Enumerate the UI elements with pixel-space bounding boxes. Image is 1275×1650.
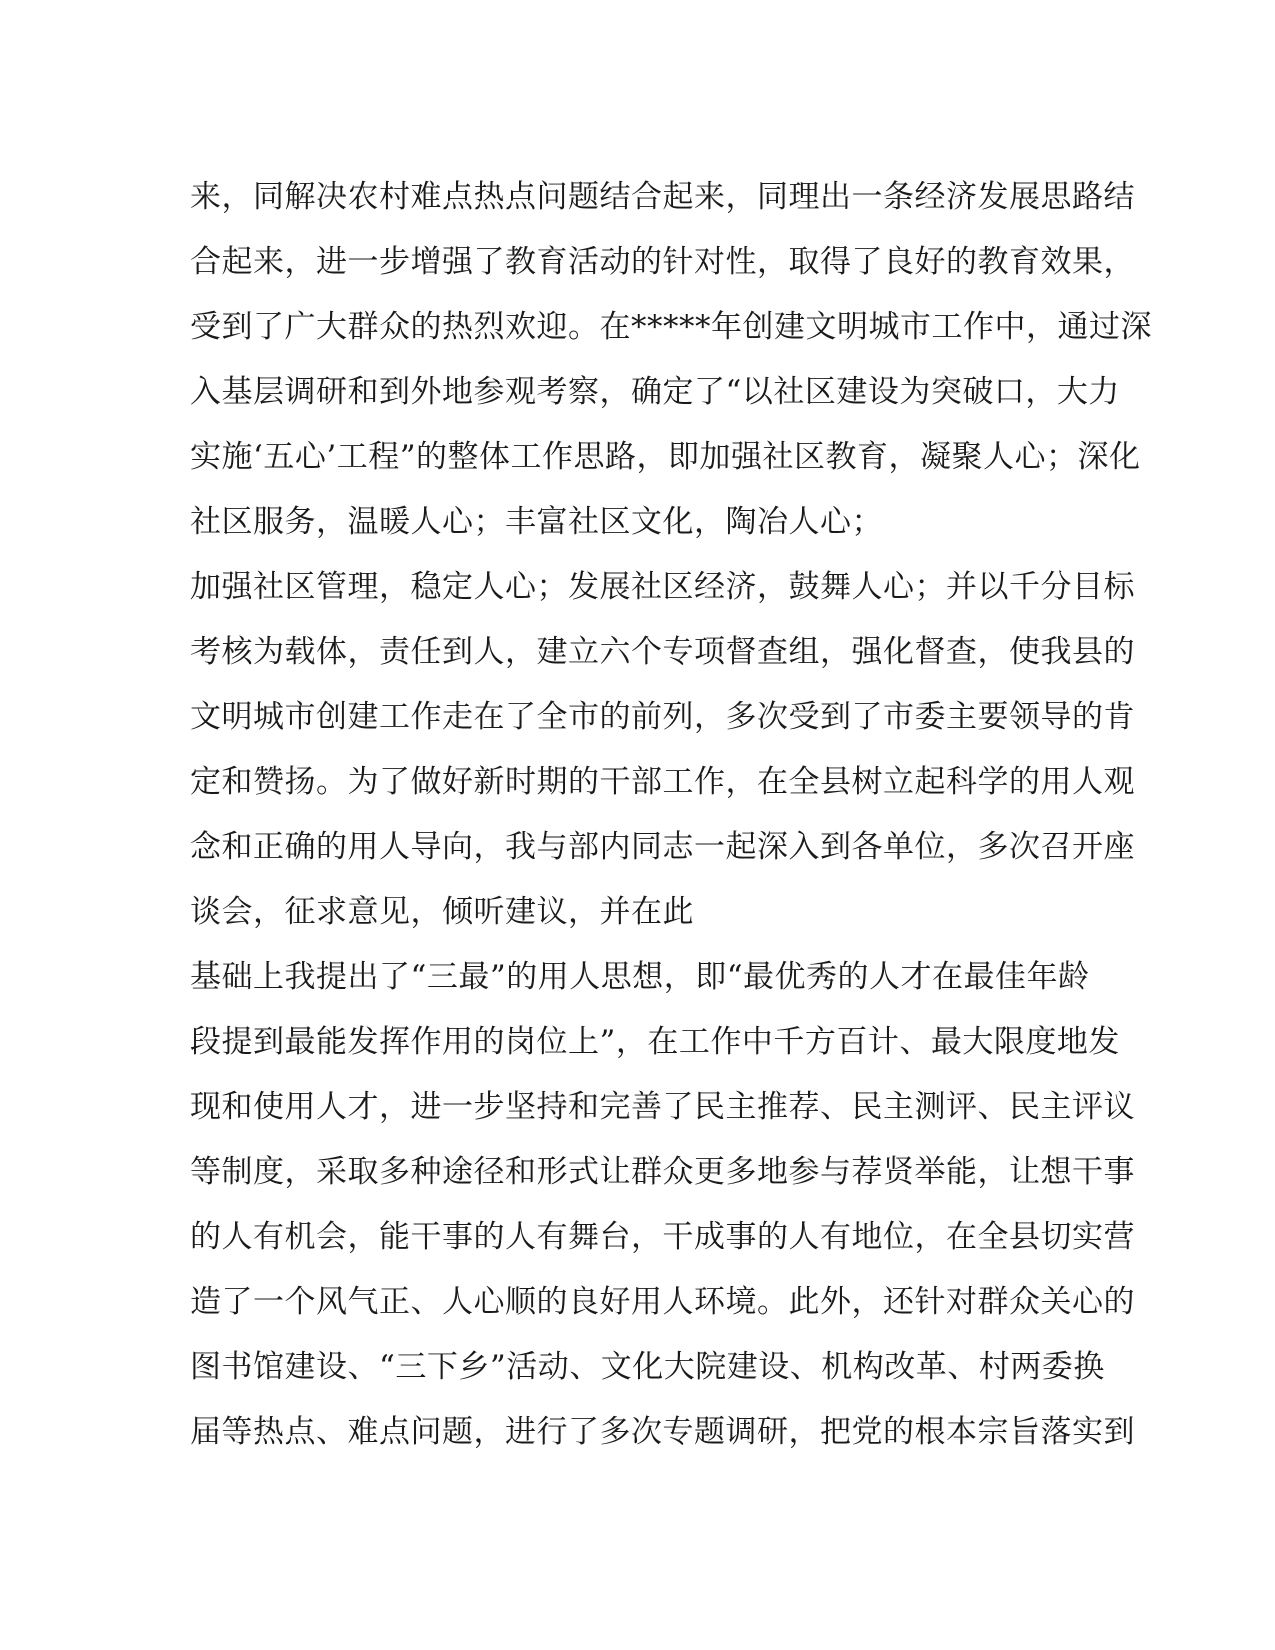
text-line: 加强社区管理，稳定人心；发展社区经济，鼓舞人心；并以千分目标 [190,569,1135,605]
text-line: 念和正确的用人导向，我与部内同志一起深入到各单位，多次召开座 [190,829,1135,865]
text-line: 谈会，征求意见，倾听建议，并在此 [190,894,694,930]
text-line: 造了一个风气正、人心顺的良好用人环境。此外，还针对群众关心的 [190,1284,1135,1320]
text-line: 届等热点、难点问题，进行了多次专题调研，把党的根本宗旨落实到 [190,1414,1135,1450]
text-line: 社区服务，温暖人心；丰富社区文化，陶冶人心； [190,504,883,540]
text-line: 实施‘五心’工程”的整体工作思路，即加强社区教育，凝聚人心；深化 [190,439,1141,475]
text-line: 受到了广大群众的热烈欢迎。在*****年创建文明城市工作中，通过深 [190,309,1152,345]
text-line: 等制度，采取多种途径和形式让群众更多地参与荐贤举能，让想干事 [190,1154,1135,1190]
text-line: 现和使用人才，进一步坚持和完善了民主推荐、民主测评、民主评议 [190,1089,1135,1125]
text-line: 图书馆建设、“三下乡”活动、文化大院建设、机构改革、村两委换 [190,1349,1105,1385]
text-line: 来，同解决农村难点热点问题结合起来，同理出一条经济发展思路结 [190,179,1135,215]
text-line: 基础上我提出了“三最”的用人思想，即“最优秀的人才在最佳年龄 [190,959,1090,995]
text-line: 入基层调研和到外地参观考察，确定了“以社区建设为突破口，大力 [190,374,1120,410]
text-line: 合起来，进一步增强了教育活动的针对性，取得了良好的教育效果， [190,244,1135,280]
text-line: 考核为载体，责任到人，建立六个专项督查组，强化督查，使我县的 [190,634,1135,670]
body-text [190,165,1152,1465]
text-line: 文明城市创建工作走在了全市的前列，多次受到了市委主要领导的肯 [190,699,1135,735]
text-line: 的人有机会，能干事的人有舞台，干成事的人有地位，在全县切实营 [190,1219,1135,1255]
text-line: 段提到最能发挥作用的岗位上”，在工作中千方百计、最大限度地发 [190,1024,1120,1060]
text-line: 定和赞扬。为了做好新时期的干部工作，在全县树立起科学的用人观 [190,764,1135,800]
